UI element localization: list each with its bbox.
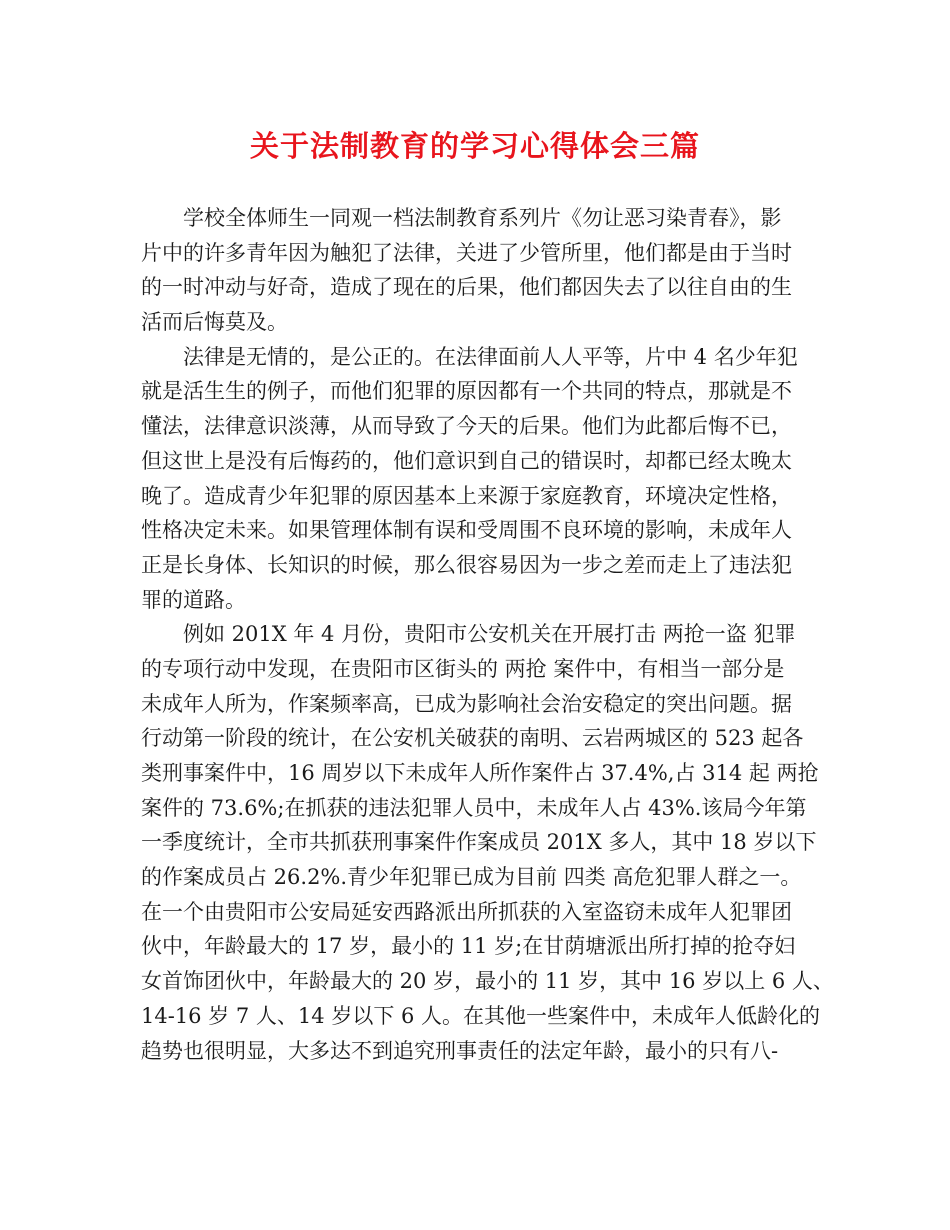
paragraph-line: 伙中，年龄最大的 17 岁，最小的 11 岁;在甘荫塘派出所打掉的抢夺妇 <box>141 934 796 959</box>
paragraph-line: 法律是无情的，是公正的。在法律面前人人平等，片中 4 名少年犯 <box>183 344 798 369</box>
paragraph-line: 片中的许多青年因为触犯了法律，关进了少管所里，他们都是由于当时 <box>141 240 792 265</box>
paragraph-line: 未成年人所为，作案频率高，已成为影响社会治安稳定的突出问题。据 <box>141 691 792 716</box>
document-body <box>141 201 834 1068</box>
paragraph-line: 就是活生生的例子，而他们犯罪的原因都有一个共同的特点，那就是不 <box>141 379 792 404</box>
paragraph-line: 的一时冲动与好奇，造成了现在的后果，他们都因失去了以往自由的生 <box>141 275 792 300</box>
paragraph-line: 一季度统计，全市共抓获刑事案件作案成员 201X 多人，其中 18 岁以下 <box>141 830 817 855</box>
paragraph-line: 案件的 73.6%;在抓获的违法犯罪人员中，未成年人占 43%.该局今年第 <box>141 795 807 820</box>
paragraph-line: 女首饰团伙中，年龄最大的 20 岁，最小的 11 岁，其中 16 岁以上 6 人、 <box>141 969 834 994</box>
paragraph-line: 的作案成员占 26.2%.青少年犯罪已成为目前 四类 高危犯罪人群之一。 <box>141 865 802 890</box>
document-title: 关于法制教育的学习心得体会三篇 <box>249 129 700 163</box>
paragraph-line: 活而后悔莫及。 <box>141 310 288 335</box>
paragraph-line: 在一个由贵阳市公安局延安西路派出所抓获的入室盗窃未成年人犯罪团 <box>141 899 792 924</box>
paragraph-line: 晚了。造成青少年犯罪的原因基本上来源于家庭教育，环境决定性格， <box>141 483 792 508</box>
paragraph-line: 但这世上是没有后悔药的，他们意识到自己的错误时，却都已经太晚太 <box>141 448 792 473</box>
paragraph-line: 的专项行动中发现，在贵阳市区街头的 两抢 案件中，有相当一部分是 <box>141 656 785 681</box>
paragraph-line: 性格决定未来。如果管理体制有误和受周围不良环境的影响，未成年人 <box>141 518 792 543</box>
paragraph-line: 学校全体师生一同观一档法制教育系列片《勿让恶习染青春》，影 <box>183 206 782 230</box>
paragraph-line: 14-16 岁 7 人、14 岁以下 6 人。在其他一些案件中，未成年人低龄化的 <box>141 1003 821 1028</box>
paragraph-line: 类刑事案件中，16 周岁以下未成年人所作案件占 37.4%,占 314 起 两抢 <box>141 761 819 785</box>
paragraph-line: 行动第一阶段的统计，在公安机关破获的南明、云岩两城区的 523 起各 <box>141 726 804 751</box>
paragraph-line: 趋势也很明显，大多达不到追究刑事责任的法定年龄，最小的只有八- <box>141 1038 779 1063</box>
paragraph-line: 懂法，法律意识淡薄，从而导致了今天的后果。他们为此都后悔不已， <box>141 414 792 439</box>
paragraph-line: 正是长身体、长知识的时候，那么很容易因为一步之差而走上了违法犯 <box>141 552 792 577</box>
paragraph-line: 罪的道路。 <box>141 587 246 612</box>
paragraph-line: 例如 201X 年 4 月份，贵阳市公安机关在开展打击 两抢一盗 犯罪 <box>183 622 796 647</box>
